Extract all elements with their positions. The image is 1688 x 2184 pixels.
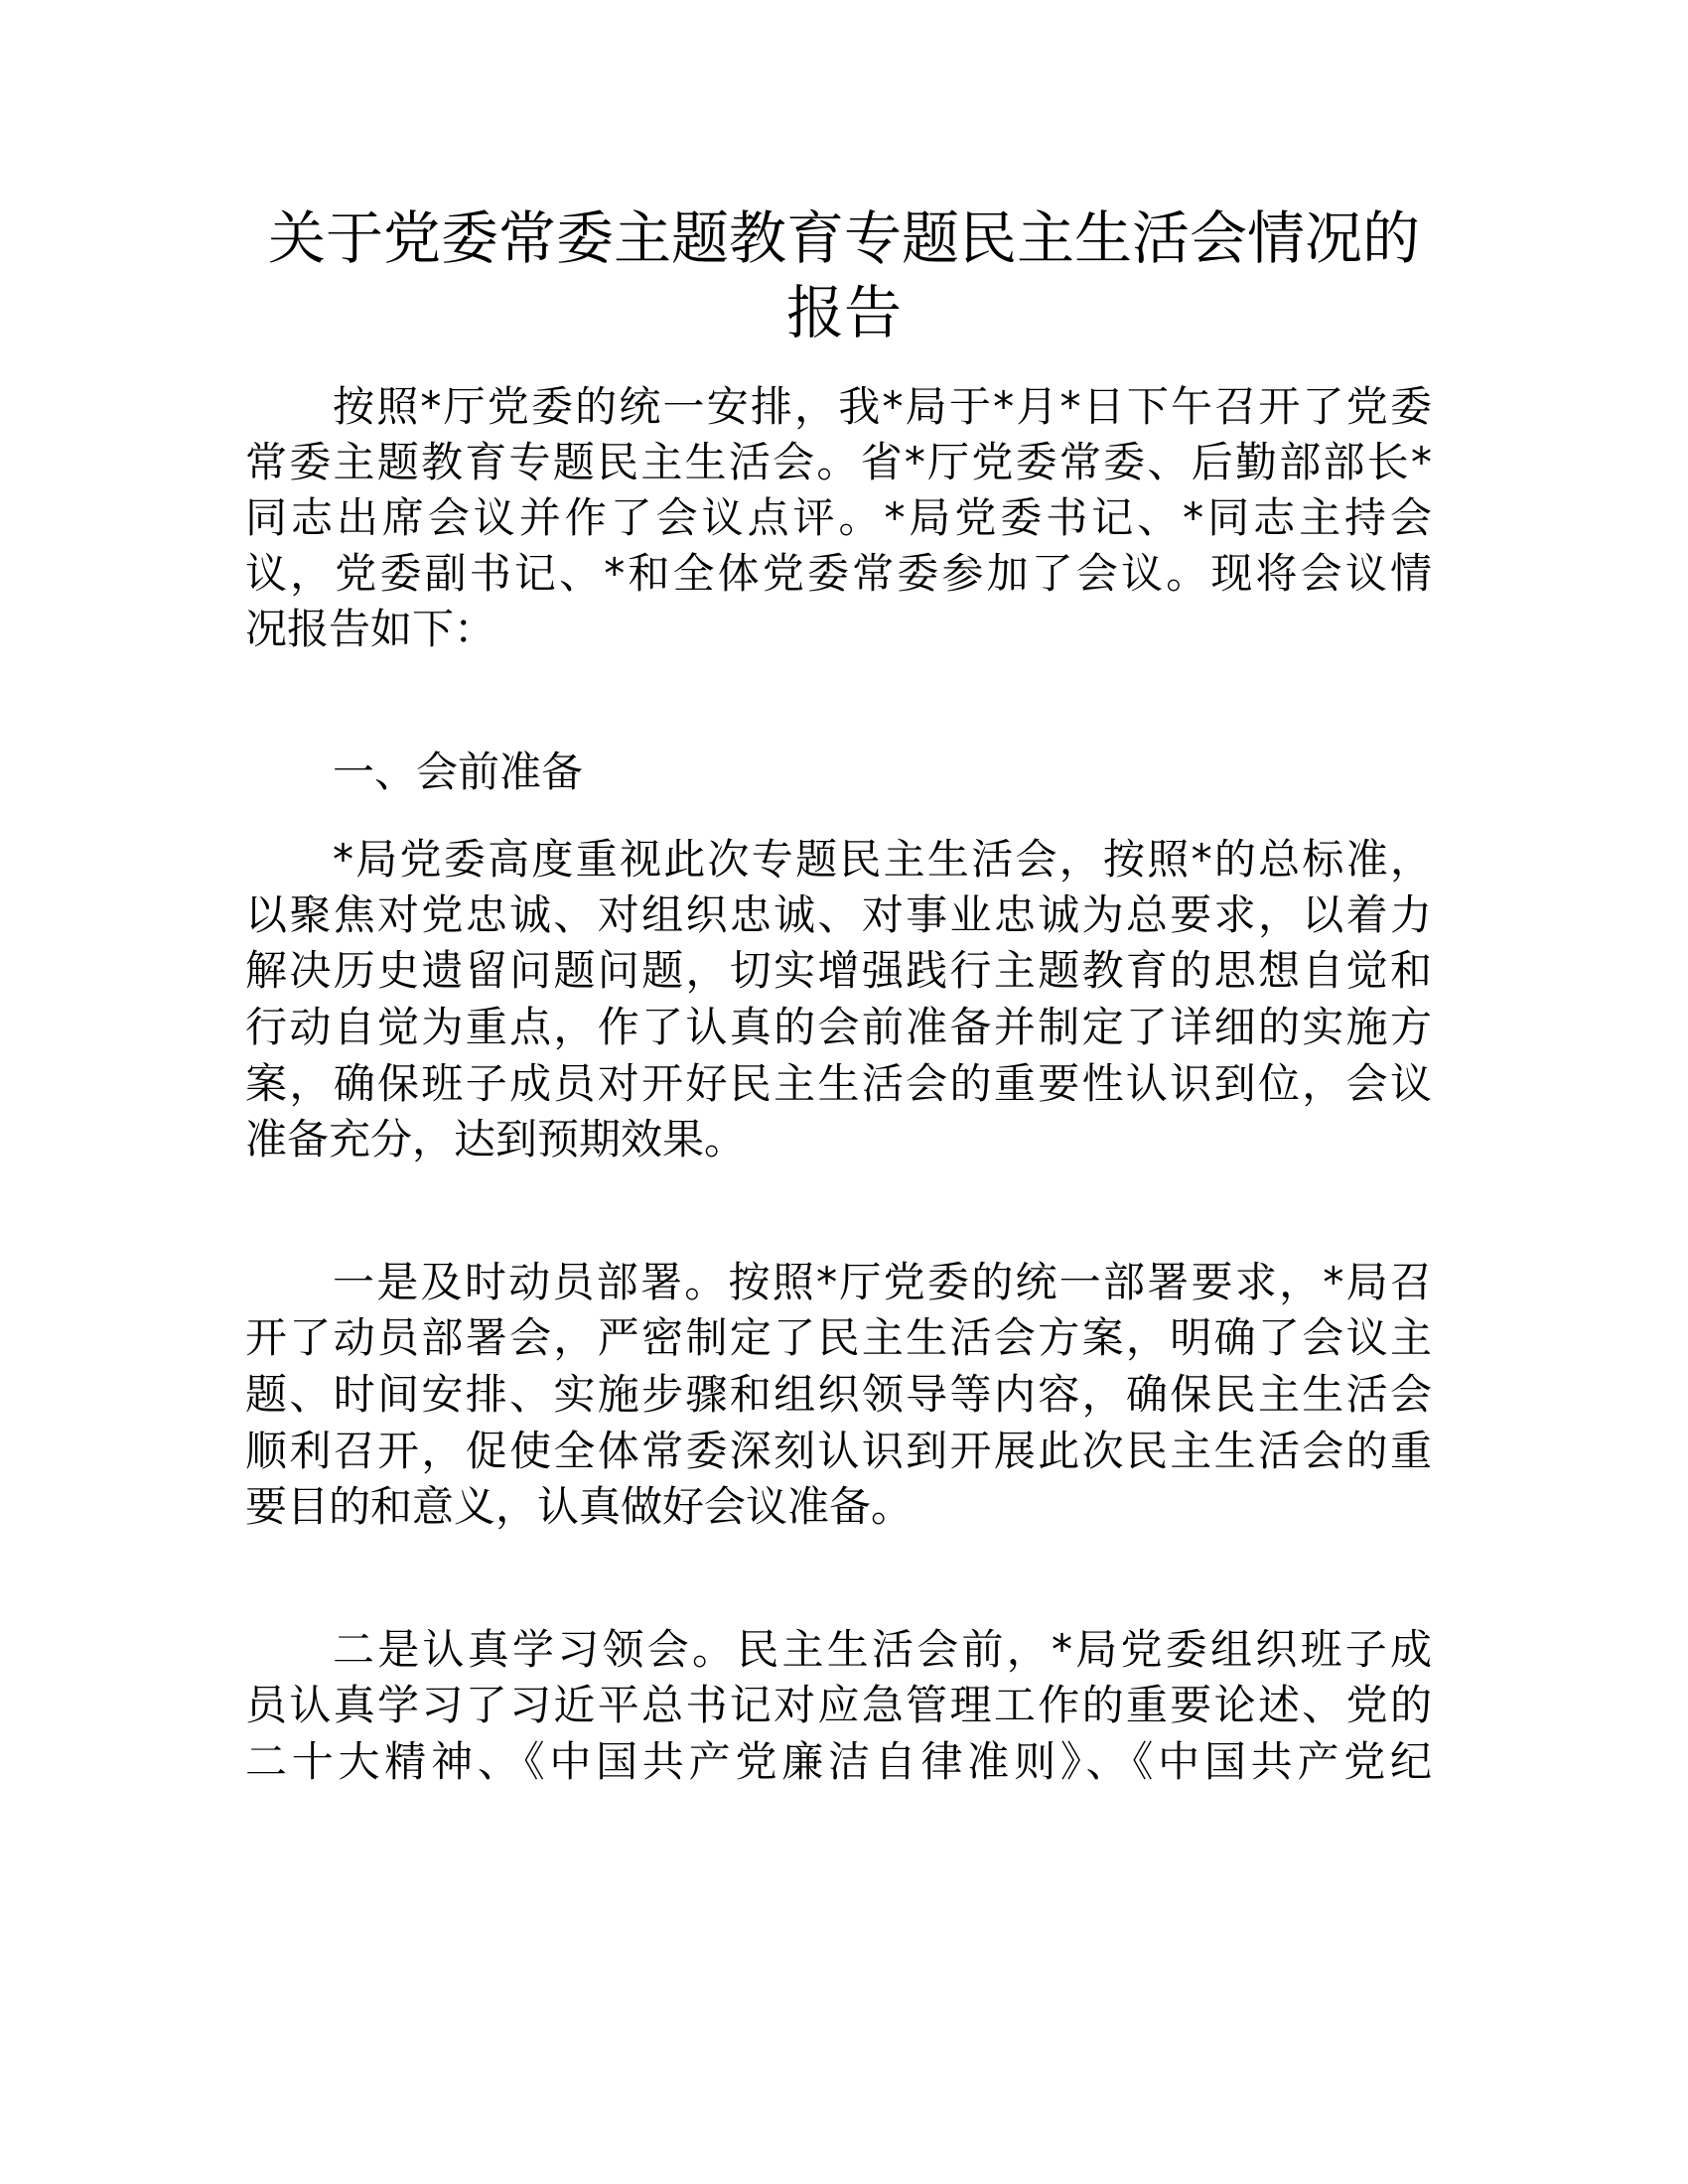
paragraph-line: 要目的和意义，认真做好会议准备。 bbox=[245, 1482, 914, 1531]
paragraph-line: 常委主题教育专题民主生活会。省*厅党委常委、后勤部部长* bbox=[245, 438, 1432, 486]
paragraph-line: 二是认真学习领会。民主生活会前，*局党委组织班子成 bbox=[333, 1625, 1432, 1674]
paragraph-line: 一是及时动员部署。按照*厅党委的统一部署要求，*局召 bbox=[333, 1258, 1432, 1306]
paragraph-line: 二十大精神、《中国共产党廉洁自律准则》、《中国共产党纪 bbox=[245, 1737, 1432, 1786]
document-title-line-2: 报告 bbox=[785, 279, 902, 346]
paragraph-line: 开了动员部署会，严密制定了民主生活会方案，明确了会议主 bbox=[245, 1313, 1432, 1362]
section-heading: 一、会前准备 bbox=[333, 748, 584, 796]
paragraph-line: 解决历史遗留问题问题，切实增强践行主题教育的思想自觉和 bbox=[245, 946, 1432, 995]
paragraph-line: 以聚焦对党忠诚、对组织忠诚、对事业忠诚为总要求，以着力 bbox=[245, 890, 1432, 939]
paragraph-line: 员认真学习了习近平总书记对应急管理工作的重要论述、党的 bbox=[245, 1681, 1432, 1729]
paragraph-line: 同志出席会议并作了会议点评。*局党委书记、*同志主持会 bbox=[245, 493, 1432, 542]
paragraph-line: 案，确保班子成员对开好民主生活会的重要性认识到位，会议 bbox=[245, 1059, 1432, 1108]
paragraph-line: 行动自觉为重点，作了认真的会前准备并制定了详细的实施方 bbox=[245, 1003, 1432, 1051]
paragraph-line: *局党委高度重视此次专题民主生活会，按照*的总标准， bbox=[333, 835, 1432, 884]
paragraph-line: 题、时间安排、实施步骤和组织领导等内容，确保民主生活会 bbox=[245, 1370, 1432, 1419]
paragraph-line: 议，党委副书记、*和全体党委常委参加了会议。现将会议情 bbox=[245, 549, 1432, 598]
document-title-line-1: 关于党委常委主题教育专题民主生活会情况的 bbox=[267, 205, 1420, 272]
paragraph-line: 顺利召开，促使全体常委深刻认识到开展此次民主生活会的重 bbox=[245, 1427, 1432, 1475]
paragraph-line: 况报告如下： bbox=[245, 605, 496, 653]
paragraph-line: 准备充分，达到预期效果。 bbox=[245, 1115, 747, 1163]
paragraph-line: 按照*厅党委的统一安排，我*局于*月*日下午召开了党委 bbox=[333, 382, 1432, 431]
